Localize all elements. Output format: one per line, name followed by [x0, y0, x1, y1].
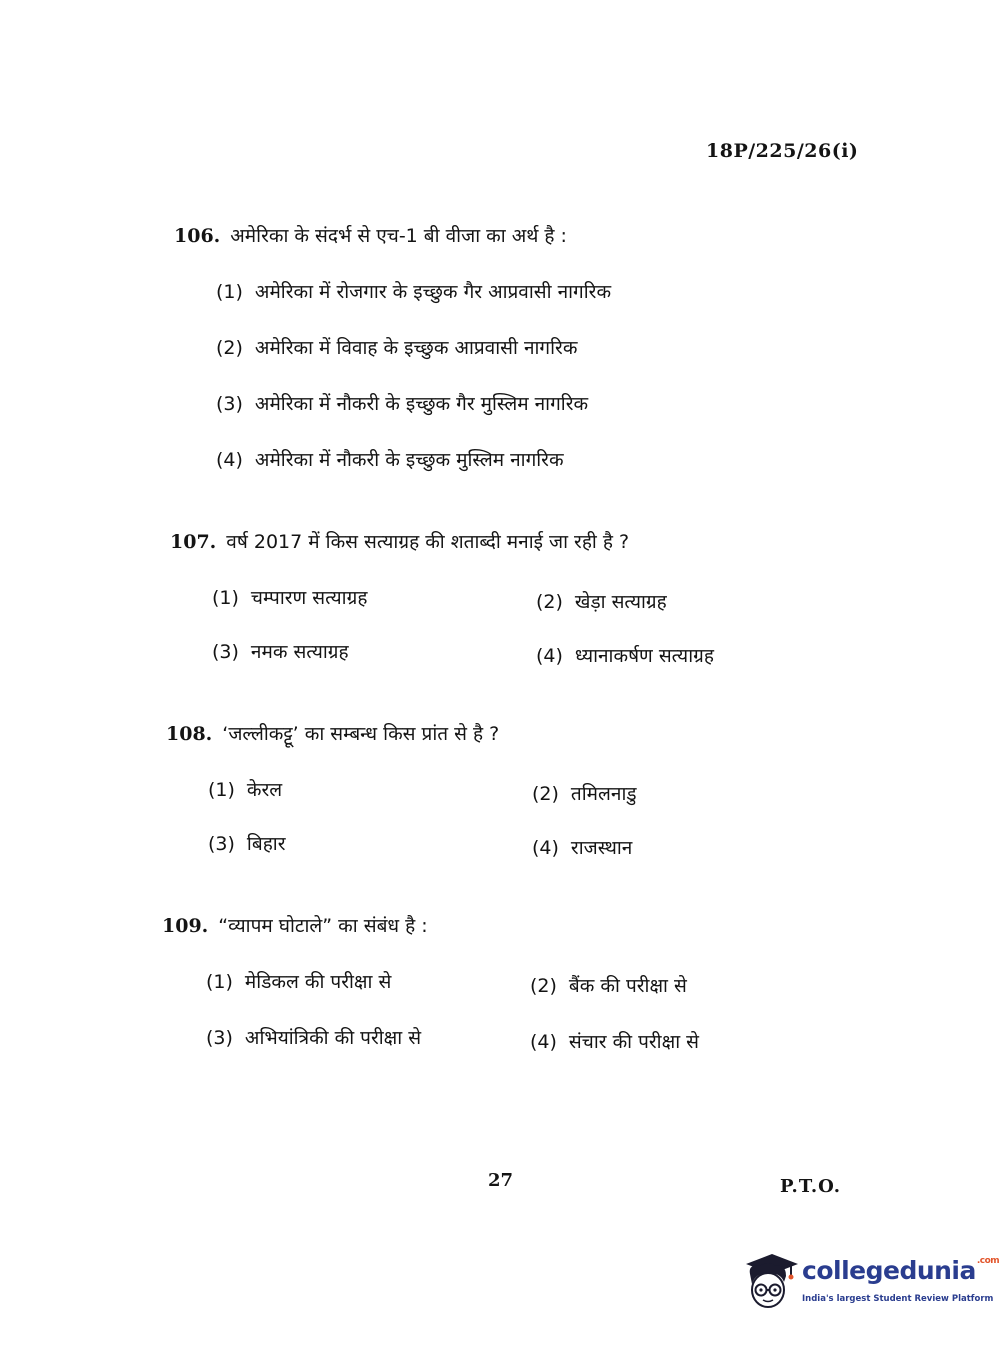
- option-label: (4): [536, 645, 563, 667]
- option-109-3: [206, 1024, 421, 1050]
- option-text: मेडिकल की परीक्षा से: [244, 971, 392, 993]
- option-label: (1): [206, 971, 233, 993]
- student-mascot-icon: [740, 1250, 800, 1314]
- option-107-1: [212, 584, 367, 610]
- logo-name: collegedunia$^{.com}$: [802, 1256, 1000, 1285]
- option-text: संचार की परीक्षा से: [568, 1031, 700, 1053]
- page-number: 27: [488, 1170, 514, 1191]
- option-label: (2): [532, 783, 559, 805]
- question-number: 107.: [170, 531, 217, 553]
- option-label: (4): [216, 449, 243, 471]
- question-107: [170, 528, 629, 554]
- paper-code: 18P/225/26(i): [706, 140, 859, 162]
- option-label: (1): [208, 779, 235, 801]
- question-number: 106.: [174, 225, 221, 247]
- option-label: (3): [216, 393, 243, 415]
- option-text: तमिलनाडु: [570, 783, 637, 805]
- option-108-4: [532, 834, 632, 860]
- option-label: (3): [212, 641, 239, 663]
- option-106-4: [216, 446, 564, 472]
- option-label: (4): [530, 1031, 557, 1053]
- question-text: अमेरिका के संदर्भ से एच-1 बी वीजा का अर्थ है :: [230, 225, 567, 247]
- logo-tagline: India's largest Student Review Platform: [802, 1294, 994, 1304]
- option-106-2: [216, 334, 577, 360]
- question-108: [166, 720, 499, 746]
- option-107-2: [536, 588, 667, 614]
- option-label: (1): [216, 281, 243, 303]
- option-text: अमेरिका में रोजगार के इच्छुक गैर आप्रवासी नागरिक: [254, 281, 612, 303]
- option-text: अमेरिका में विवाह के इच्छुक आप्रवासी नागरिक: [254, 337, 578, 359]
- option-text: चम्पारण सत्याग्रह: [250, 587, 368, 609]
- question-text: वर्ष 2017 में किस सत्याग्रह की शताब्दी मनाई जा रही है ?: [226, 531, 630, 553]
- option-text: केरल: [246, 779, 283, 801]
- question-106: [174, 222, 567, 248]
- option-107-3: [212, 638, 349, 664]
- option-label: (2): [216, 337, 243, 359]
- option-text: ध्यानाकर्षण सत्याग्रह: [574, 645, 714, 667]
- option-text: राजस्थान: [570, 837, 633, 859]
- logo-com-suffix: .com: [976, 1256, 1000, 1266]
- option-label: (2): [536, 591, 563, 613]
- question-text: ‘जल्लीकट्टू’ का सम्बन्ध किस प्रांत से है ?: [222, 723, 500, 745]
- question-text: “व्यापम घोटाले” का संबंध है :: [218, 915, 428, 937]
- option-text: नमक सत्याग्रह: [250, 641, 349, 663]
- option-label: (3): [206, 1027, 233, 1049]
- question-number: 108.: [166, 723, 213, 745]
- option-text: बैंक की परीक्षा से: [568, 975, 687, 997]
- option-text: बिहार: [246, 833, 286, 855]
- option-label: (1): [212, 587, 239, 609]
- option-108-2: [532, 780, 637, 806]
- option-text: अभियांत्रिकी की परीक्षा से: [244, 1027, 422, 1049]
- option-text: अमेरिका में नौकरी के इच्छुक मुस्लिम नागरिक: [254, 449, 564, 471]
- option-109-2: [530, 972, 687, 998]
- question-109: [162, 912, 428, 938]
- option-108-1: [208, 776, 282, 802]
- option-106-1: [216, 278, 611, 304]
- question-number: 109.: [162, 915, 209, 937]
- option-label: (3): [208, 833, 235, 855]
- option-text: अमेरिका में नौकरी के इच्छुक गैर मुस्लिम नागरिक: [254, 393, 589, 415]
- option-108-3: [208, 830, 285, 856]
- option-label: (2): [530, 975, 557, 997]
- option-label: (4): [532, 837, 559, 859]
- option-109-4: [530, 1028, 699, 1054]
- collegedunia-logo: [740, 1250, 1000, 1314]
- option-109-1: [206, 968, 391, 994]
- option-text: खेड़ा सत्याग्रह: [574, 591, 667, 613]
- option-106-3: [216, 390, 588, 416]
- pto-label: P.T.O.: [780, 1176, 842, 1197]
- option-107-4: [536, 642, 714, 668]
